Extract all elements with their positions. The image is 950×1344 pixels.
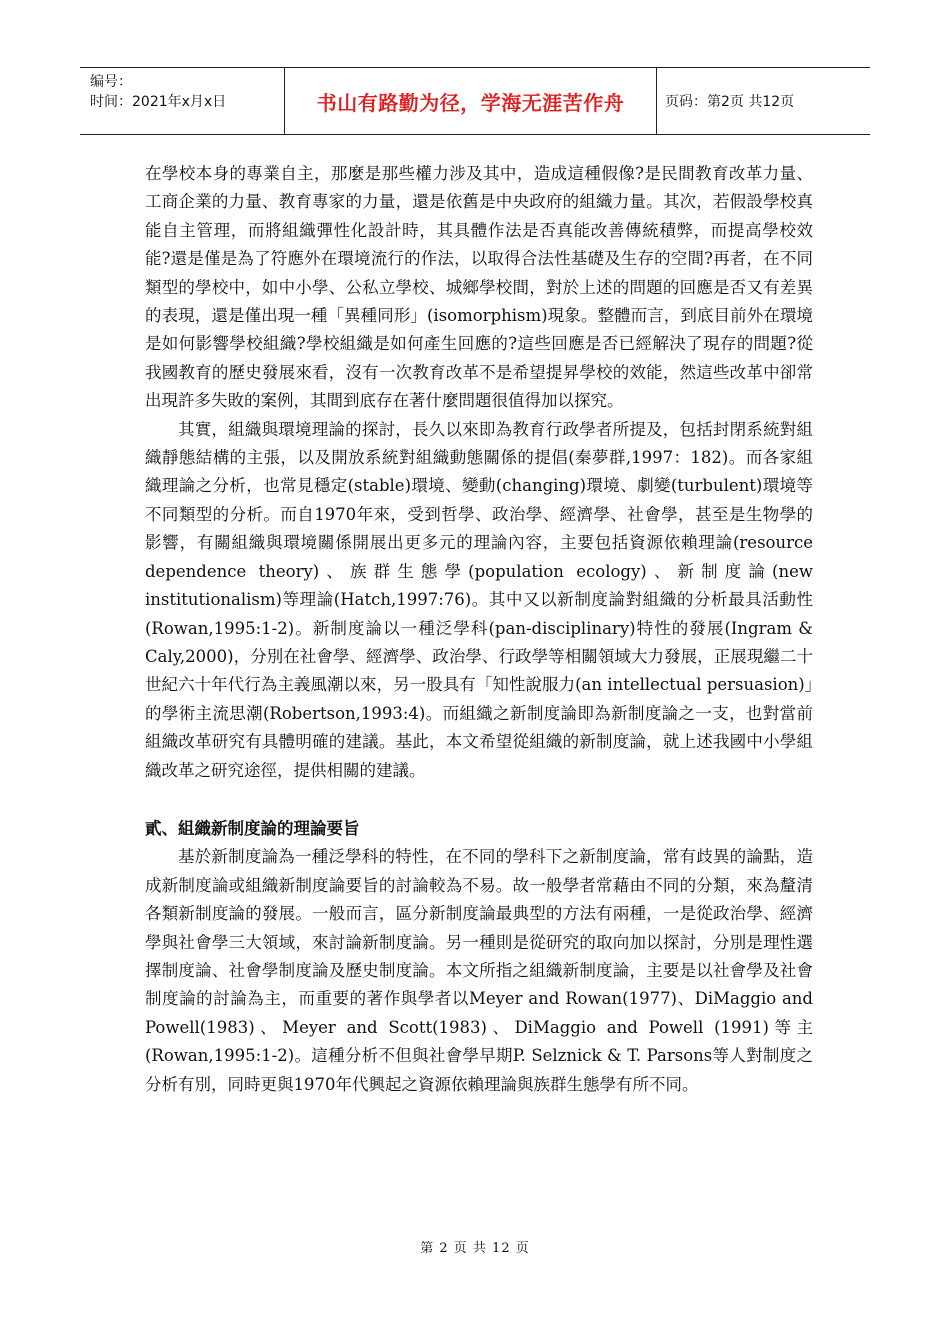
paragraph-2: 其實，組織與環境理論的探討，長久以來即為教育行政學者所提及，包括封閉系統對組織靜態結構的主張，以及開放系統對組織動態關係的提倡(秦夢群,1997：182)。而各家組織理論之分析，也常見穩定(stable)環境、變動(changing)環境、劇變(turbulent)環境等不同類型的分析。而自1970年來，受到哲學、政治學、經濟學、社會學，甚至是生物學的影響，有關組織與環境關係開展出更多元的理論內容，主要包括資源依賴理論(resource dependence theory)、族群生態學(population ecology)、新制度論(new institutionalism)等理論(Hatch,1997:76)。其中又以新制度論對組織的分析最具活動性(Rowan,1995:1-2)。新制度論以一種泛學科(pan-disciplinary)特性的發展(Ingram & Caly,2000)，分別在社會學、經濟學、政治學、行政學等相關領域大力發展，正展現繼二十世紀六十年代行為主義風潮以來，另一股具有「知性說服力(an intellectual persuasion)」的學術主流思潮(Robertson,1993:4)。而組織之新制度論即為新制度論之一支，也對當前組織改革研究有具體明確的建議。基此，本文希望從組織的新制度論，就上述我國中小學組織改革之研究途徑，提供相關的建議。 xyxy=(145,419,813,780)
paragraph-1: 在學校本身的專業自主，那麼是那些權力涉及其中，造成這種假像?是民間教育改革力量、工商企業的力量、教育專家的力量，還是依舊是中央政府的組織力量。其次，若假設學校真能自主管理，而將組織彈性化設計時，其具體作法是否真能改善傳統積弊，而提高學校效能?還是僅是為了符應外在環境流行的作法，以取得合法性基礎及生存的空間?再者，在不同類型的學校中，如中小學、公私立學校、城鄉學校間，對於上述的問題的回應是否又有差異的表現，還是僅出現一種「異種同形」(isomorphism)現象。整體而言，到底目前外在環境是如何影響學校組織?學校組織是如何產生回應的?這些回應是否已經解決了現存的問題?從我國教育的歷史發展來看，沒有一次教育改革不是希望提昇學校的效能，然這些改革中卻常出現許多失敗的案例，其間到底存在著什麼問題很值得加以探究。 xyxy=(145,164,813,411)
header-page-info: 页码：第2页 共12页 xyxy=(665,94,795,110)
page-footer: 第 2 页 共 12 页 xyxy=(420,1241,530,1256)
date-label: 时间：2021年x月x日 xyxy=(90,94,227,110)
code-label: 编号： xyxy=(90,74,132,90)
section-heading: 貳、組織新制度論的理論要旨 xyxy=(145,818,360,838)
page-header xyxy=(80,67,870,135)
header-meta xyxy=(80,68,285,134)
header-motto: 书山有路勤为径，学海无涯苦作舟 xyxy=(285,68,657,134)
document-body xyxy=(145,160,813,1099)
paragraph-3: 基於新制度論為一種泛學科的特性，在不同的學科下之新制度論，常有歧異的論點，造成新制度論或組織新制度論要旨的討論較為不易。故一般學者常藉由不同的分類，來為釐清各類新制度論的發展。一般而言，區分新制度論最典型的方法有兩種，一是從政治學、經濟學與社會學三大領域，來討論新制度論。另一種則是從研究的取向加以探討，分別是理性選擇制度論、社會學制度論及歷史制度論。本文所指之組織新制度論，主要是以社會學及社會制度論的討論為主，而重要的著作與學者以Meyer and Rowan(1977)、DiMaggio and Powell(1983)、Meyer and Scott(1983)、DiMaggio and Powell (1991)等主(Rowan,1995:1-2)。這種分析不但與社會學早期P. Selznick & T. Parsons等人對制度之分析有別，同時更與1970年代興起之資源依賴理論與族群生態學有所不同。 xyxy=(145,847,813,1094)
